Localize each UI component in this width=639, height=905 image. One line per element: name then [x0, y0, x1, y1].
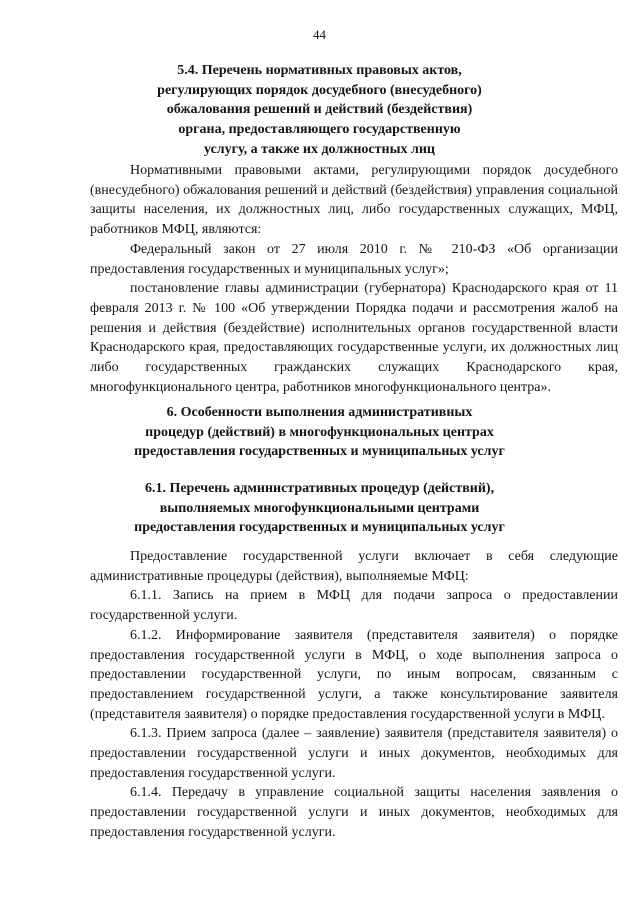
page-number: 44 [313, 27, 326, 42]
paragraph: 6.1.1. Запись на прием в МФЦ для подачи запроса о предоставлении государственной услуги. [90, 588, 618, 624]
section-6-1-heading [0, 479, 639, 538]
heading-line: регулирующих порядок досудебного (внесудебного) [157, 82, 482, 98]
paragraph: Федеральный закон от 27 июля 2010 г. № 210-ФЗ «Об организации предоставления государственных и муниципальных услуг»; [90, 241, 618, 277]
paragraph: 6.1.2. Информирование заявителя (представителя заявителя) о порядке предоставления государственной услуги в МФЦ, о ходе выполнения запроса о предоставлении государственной услуги, по иным вопросам, связанным с предоставлением государственной услуги, а также консультирование заявителя (представителя заявителя) о порядке предоставления государственной услуги в МФЦ. [90, 627, 618, 722]
heading-line: 5.4. Перечень нормативных правовых актов, [177, 63, 462, 78]
paragraph: Предоставление государственной услуги включает в себя следующие административные процедуры (действия), выполняемые МФЦ: [90, 549, 618, 584]
heading-line: 6.1. Перечень административных процедур (действий), [144, 481, 495, 496]
section-5-4-body [90, 161, 618, 397]
heading-line: процедур (действий) в многофункциональных центрах [145, 424, 494, 440]
heading-line: 6. Особенности выполнения административных [166, 405, 473, 420]
section-5-4-heading [0, 61, 639, 160]
heading-line: органа, предоставляющего государственную [178, 122, 461, 138]
section-6-1-body [90, 547, 618, 843]
heading-line: предоставления государственных и муниципальных услуг [134, 520, 505, 536]
paragraph: постановление главы администрации (губернатора) Краснодарского края от 11 февраля 2013 г. № 100 «Об утверждении Порядка подачи и рассмотрения жалоб на решения и действия (бездействие) исполнительных органов государственной власти Краснодарского края, предоставляющих государственные услуги, их должностных лиц либо государственных гражданских служащих Краснодарского края, многофункционального центра, работников многофункционального центра». [90, 281, 618, 395]
heading-line: обжалования решений и действий (бездействия) [166, 102, 473, 118]
section-6-heading [0, 403, 639, 462]
heading-line: услугу, а также их должностных лиц [204, 141, 435, 157]
paragraph: Нормативными правовыми актами, регулирующими порядок досудебного (внесудебного) обжалования решений и действий (бездействия) управления социальной защиты населения, их должностных лиц, либо государственных служащих, МФЦ, работников МФЦ, являются: [90, 163, 618, 238]
paragraph: 6.1.3. Прием запроса (далее – заявление) заявителя (представителя заявителя) о предоставлении государственной услуги и иных документов, необходимых для предоставления государственной услуги. [90, 726, 618, 781]
heading-line: предоставления государственных и муниципальных услуг [134, 444, 505, 460]
paragraph: 6.1.4. Передачу в управление социальной защиты населения заявления о предоставлении государственной услуги и иных документов, необходимых для предоставления государственной услуги. [90, 785, 618, 840]
heading-line: выполняемых многофункциональными центрами [159, 500, 480, 516]
